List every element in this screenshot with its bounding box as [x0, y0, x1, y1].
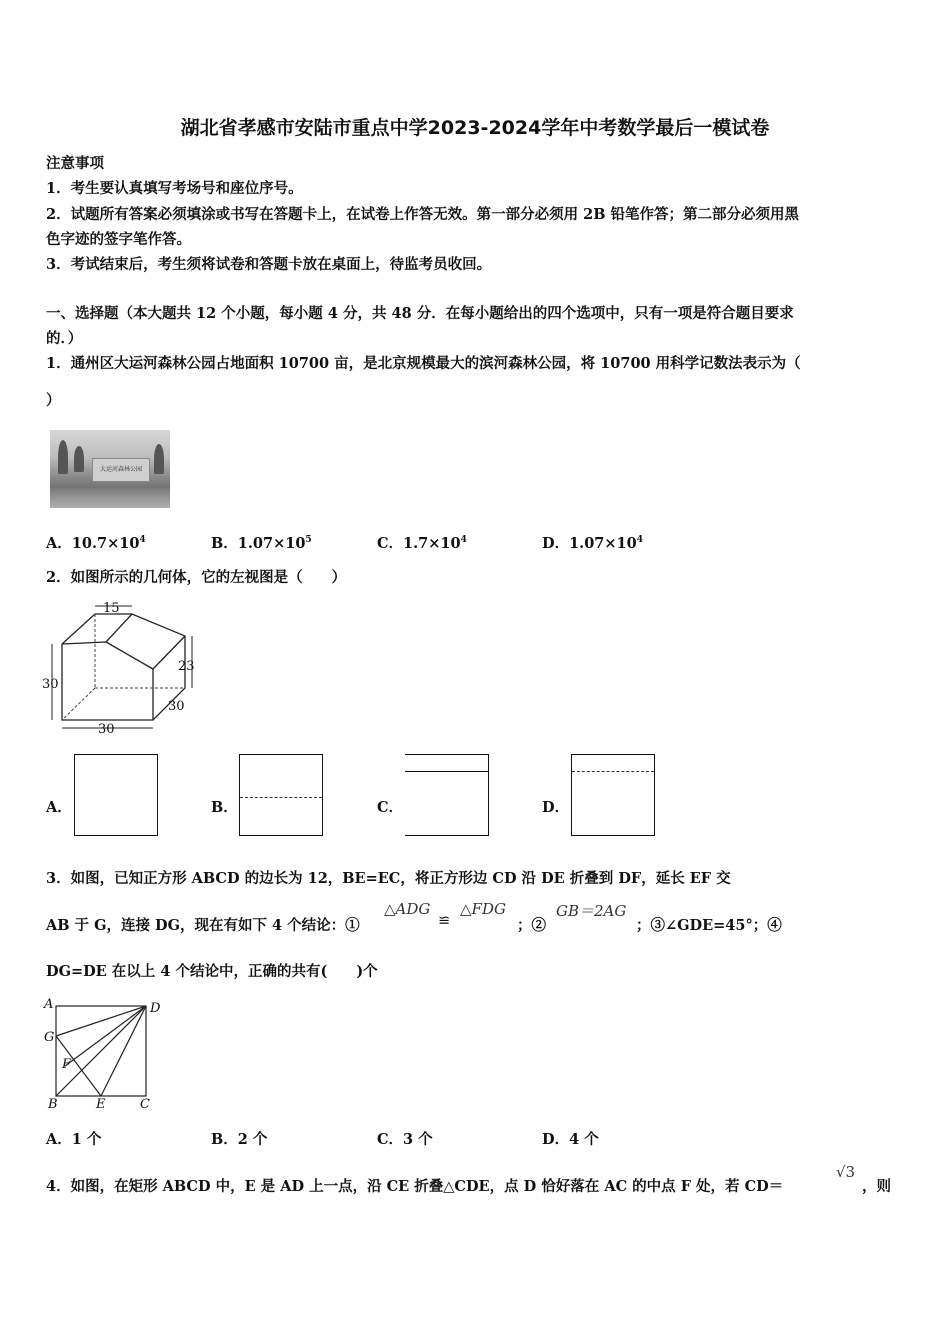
notice-heading: 注意事项 [46, 155, 104, 172]
point-label-d: D [150, 1001, 161, 1016]
q4-text: 4．如图，在矩形 ABCD 中，E 是 AD 上一点，沿 CE 折叠△CDE，点 D 恰好落在 AC 的中点 F 处，若 CD＝ [46, 1178, 784, 1195]
option-exponent: 4 [636, 535, 643, 546]
q3-gb-formula: GB＝2AG [556, 902, 627, 920]
q3-text-part: AB 于 G，连接 DG，现在有如下 4 个结论：① [46, 917, 360, 934]
q3-text-part: ；③∠GDE=45°；④ [636, 917, 782, 934]
q3-text-line2 [46, 914, 360, 935]
point-label-f: F [62, 1057, 72, 1072]
park-sign: 大运河森林公园 [92, 458, 150, 482]
solid-edge [62, 642, 106, 644]
point-label-b: B [48, 1097, 58, 1111]
q3-option-b[interactable]: B．2 个 [211, 1131, 268, 1148]
q2-option-c-view[interactable] [405, 754, 489, 836]
tree-decoration [74, 446, 84, 472]
q2-option-d-label[interactable]: D． [542, 799, 570, 816]
notice-item-1: 1．考生要认真填写考场号和座位序号。 [46, 180, 303, 197]
option-exponent: 4 [460, 535, 467, 546]
q3-option-a[interactable]: A．1 个 [46, 1131, 102, 1148]
option-label: B． [211, 535, 238, 552]
q2-option-c-label[interactable]: C． [377, 799, 404, 816]
tree-decoration [154, 444, 164, 474]
solid-edge [106, 614, 132, 642]
segment-df [65, 1006, 146, 1066]
q1-text-line1: 1．通州区大运河森林公园占地面积 10700 亩，是北京规模最大的滨河森林公园，将 10700 用科学记数法表示为（ [46, 355, 801, 372]
solid-edge [106, 642, 153, 669]
point-label-g: G [44, 1030, 55, 1045]
q2-option-b-label[interactable]: B． [211, 799, 238, 816]
option-label: A． [46, 535, 72, 552]
q1-text-line2: ） [46, 392, 61, 409]
notice-item-3: 3．考试结束后，考生须将试卷和答题卡放在桌面上，待监考员收回。 [46, 256, 492, 273]
page-title: 湖北省孝感市安陆市重点中学2023-2024学年中考数学最后一模试卷 [180, 117, 770, 139]
section-heading-line2: 的．） [46, 330, 83, 347]
q3-text-part: ；② [517, 917, 546, 934]
dashed-line [240, 797, 322, 798]
q3-triangle-adg: △ADG [384, 900, 431, 918]
point-label-e: E [96, 1097, 106, 1111]
solid-outline [62, 614, 185, 720]
segment-de [101, 1006, 146, 1096]
option-label: C． [377, 535, 404, 552]
q2-option-a-view[interactable] [74, 754, 158, 836]
q4-sqrt3: √3 [836, 1163, 856, 1181]
option-base: 10.7×10 [71, 535, 140, 552]
q3-triangle-fdg: △FDG [460, 900, 506, 918]
q3-congruent-sign: ≌ [438, 913, 451, 929]
q3-option-d[interactable]: D．4 个 [542, 1131, 599, 1148]
segment-dg [56, 1006, 146, 1036]
q2-option-b-view[interactable] [239, 754, 323, 836]
option-exponent: 5 [305, 535, 312, 546]
option-base: 1.7×10 [403, 535, 461, 552]
q2-text: 2．如图所示的几何体，它的左视图是（ ） [46, 569, 347, 586]
option-label: D． [542, 535, 570, 552]
solid-line [405, 771, 488, 772]
hidden-edge [62, 688, 95, 720]
q3-option-c[interactable]: C．3 个 [377, 1131, 433, 1148]
q1-option-d[interactable] [542, 532, 643, 553]
dim-label-depth: 30 [168, 699, 185, 714]
q3-text-line1: 3．如图，已知正方形 ABCD 的边长为 12，BE=EC，将正方形边 CD 沿 DE 折叠到 DF，延长 EF 交 [46, 870, 731, 887]
point-label-a: A [44, 997, 54, 1012]
q3-square-figure [40, 996, 170, 1111]
dim-label-left: 30 [42, 677, 59, 692]
option-exponent: 4 [139, 535, 146, 546]
option-base: 1.07×10 [569, 535, 637, 552]
q1-option-b[interactable] [211, 532, 312, 553]
q1-park-photo [50, 430, 170, 508]
tree-decoration [58, 440, 68, 474]
dashed-line [572, 771, 654, 772]
notice-item-2a: 2．试题所有答案必须填涂或书写在答题卡上，在试卷上作答无效。第一部分必须用 2B 铅笔作答；第二部分必须用黑 [46, 206, 800, 223]
point-label-c: C [140, 1097, 150, 1111]
q1-option-a[interactable] [46, 532, 146, 553]
q3-text-line3: DG=DE 在以上 4 个结论中，正确的共有( )个 [46, 963, 378, 980]
option-base: 1.07×10 [237, 535, 306, 552]
road [50, 488, 170, 508]
notice-item-2b: 色字迹的签字笔作答。 [46, 231, 191, 248]
q1-option-c[interactable] [377, 532, 467, 553]
dim-label-bottom: 30 [98, 722, 115, 737]
diagonal-db [56, 1006, 146, 1096]
q2-option-d-view[interactable] [571, 754, 655, 836]
dim-label-top: 15 [103, 601, 120, 616]
section-heading-line1: 一、选择题（本大题共 12 个小题，每小题 4 分，共 48 分．在每小题给出的四个选项中，只有一项是符合题目要求 [46, 305, 794, 322]
dim-label-right: 23 [178, 659, 195, 674]
q2-option-a-label[interactable]: A． [46, 799, 72, 816]
q4-text-end: ，则 [862, 1178, 891, 1195]
q2-solid-figure [40, 596, 210, 738]
